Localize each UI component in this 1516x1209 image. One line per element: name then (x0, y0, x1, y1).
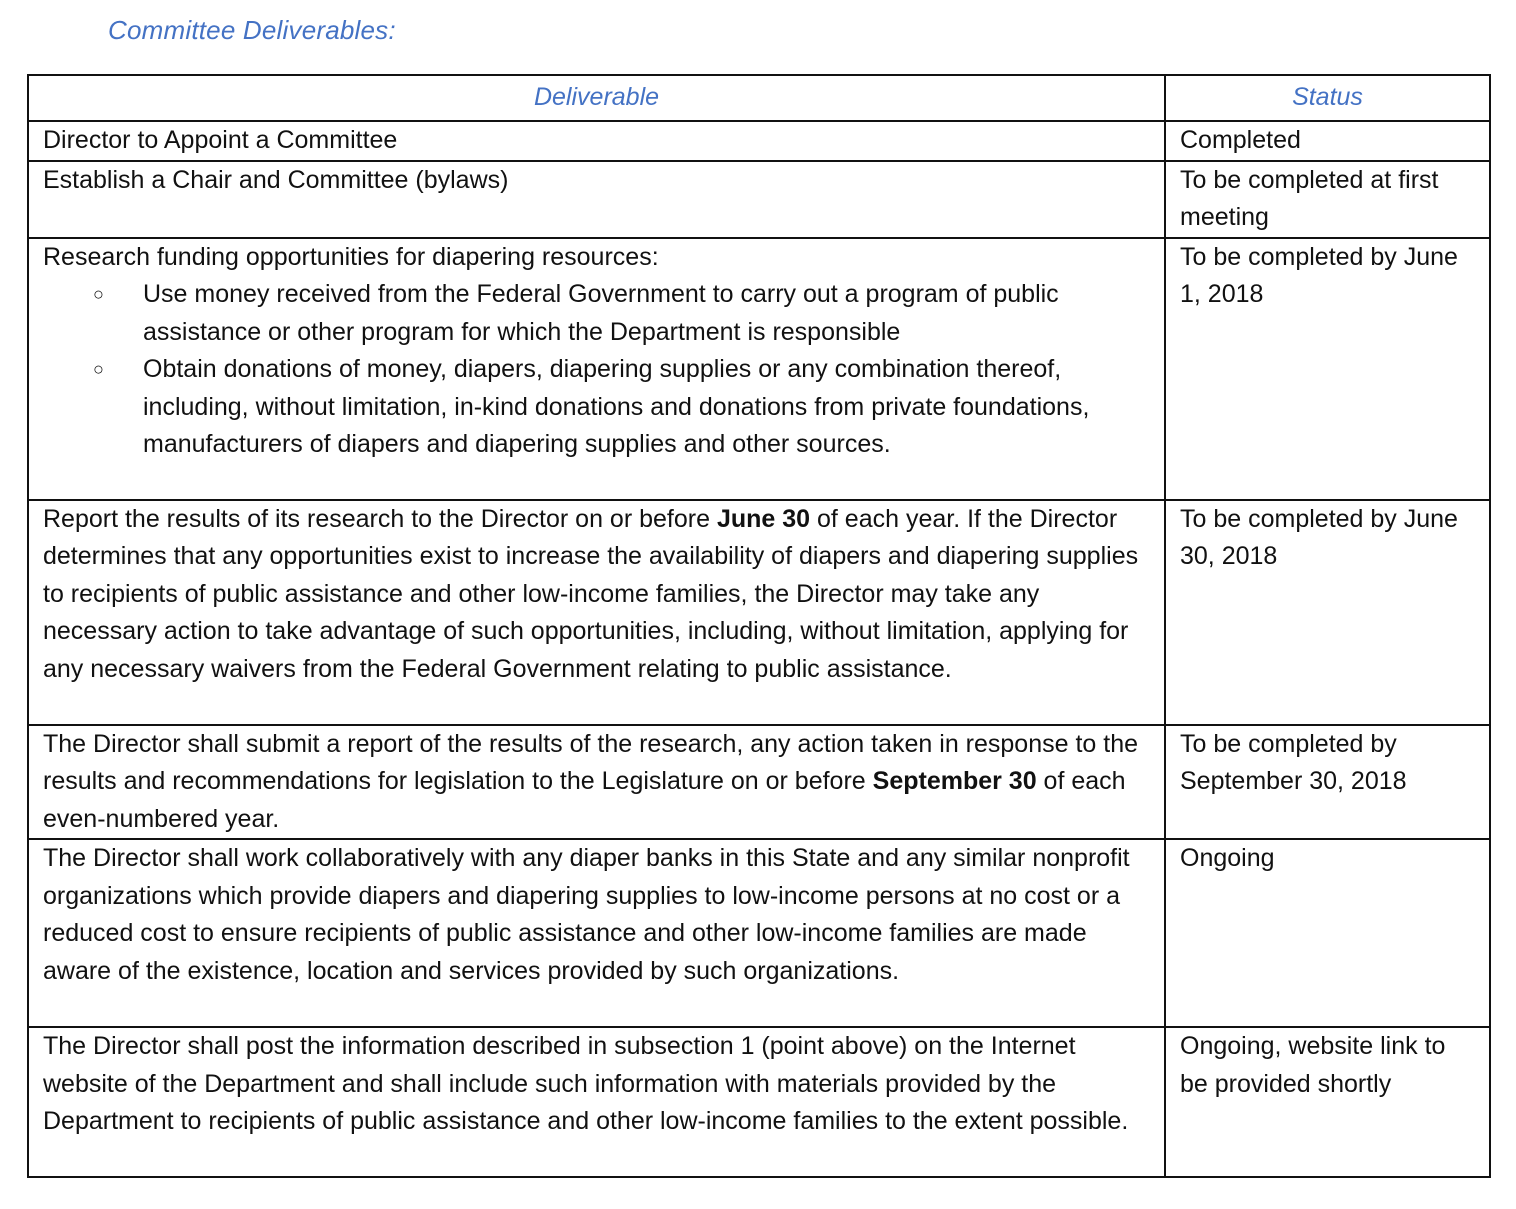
hollow-circle-bullet-icon: ○ (93, 359, 104, 379)
deliverable-cell: The Director shall post the information described in subsection 1 (point above) on the Internet website of the Department and shall include such information with materials provided by the Department to recipients of public assistance and other low-income families to the extent possible. (28, 1027, 1165, 1177)
deliverable-cell (28, 238, 1165, 500)
status-cell: Ongoing (1165, 839, 1490, 1027)
sub-item-text: Use money received from the Federal Government to carry out a program of public assistance or other program for which the Department is responsible (143, 280, 1059, 346)
deadline-emphasis: June 30 (716, 504, 811, 533)
table-row (28, 1027, 1490, 1177)
deadline-emphasis: September 30 (872, 767, 1037, 795)
sub-item-text: Obtain donations of money, diapers, diapering supplies or any combination thereof, including, without limitation, in-kind donations and donations from private foundations, manufacturers of diapers and diapering supplies and other sources. (143, 355, 1090, 458)
deliverable-cell: Establish a Chair and Committee (bylaws) (28, 161, 1165, 238)
deliverable-cell (28, 725, 1165, 840)
deliverable-text: Report the results of its research to the Director on or before (43, 504, 717, 533)
sub-item-list (43, 276, 1150, 464)
column-header-deliverable: Deliverable (28, 75, 1165, 121)
status-cell: Completed (1165, 121, 1490, 161)
table-header-row (28, 75, 1490, 121)
deliverable-cell: The Director shall work collaboratively with any diaper banks in this State and any similar nonprofit organizations which provide diapers and diapering supplies to low-income persons at no cost or a reduced cost to ensure recipients of public assistance and other low-income families are made aware of the existence, location and services provided by such organizations. (28, 839, 1165, 1027)
table-row (28, 238, 1490, 500)
status-cell: To be completed by September 30, 2018 (1165, 725, 1490, 840)
hollow-circle-bullet-icon: ○ (93, 284, 104, 304)
table-row (28, 839, 1490, 1027)
sub-item (93, 276, 1150, 351)
status-cell: Ongoing, website link to be provided shortly (1165, 1027, 1490, 1177)
deliverable-cell (28, 500, 1165, 725)
status-cell: To be completed by June 30, 2018 (1165, 500, 1490, 725)
status-cell: To be completed at first meeting (1165, 161, 1490, 238)
deliverable-intro: Research funding opportunities for diapering resources: (43, 242, 659, 271)
table-row (28, 725, 1490, 840)
page-title: Committee Deliverables: (108, 15, 396, 45)
sub-item (93, 351, 1150, 464)
deliverables-table (27, 74, 1491, 1178)
table-row (28, 161, 1490, 238)
deliverable-text: of each year. If the Director determines that any opportunities exist to increase the availability of diapers and diapering supplies to recipients of public assistance and other low-income families, the Director may take any necessary action to take advantage of such opportunities, including, without limitation, applying for any necessary waivers from the Federal Government relating to public assistance. (43, 504, 1139, 683)
deliverable-text: of each even-numbered year. (43, 767, 1126, 833)
deliverable-cell: Director to Appoint a Committee (28, 121, 1165, 161)
column-header-status: Status (1165, 75, 1490, 121)
table-row (28, 121, 1490, 161)
table-row (28, 500, 1490, 725)
deliverable-text: The Director shall submit a report of the results of the research, any action taken in response to the results and recommendations for legislation to the Legislature on or before (43, 729, 1139, 795)
status-cell: To be completed by June 1, 2018 (1165, 238, 1490, 500)
